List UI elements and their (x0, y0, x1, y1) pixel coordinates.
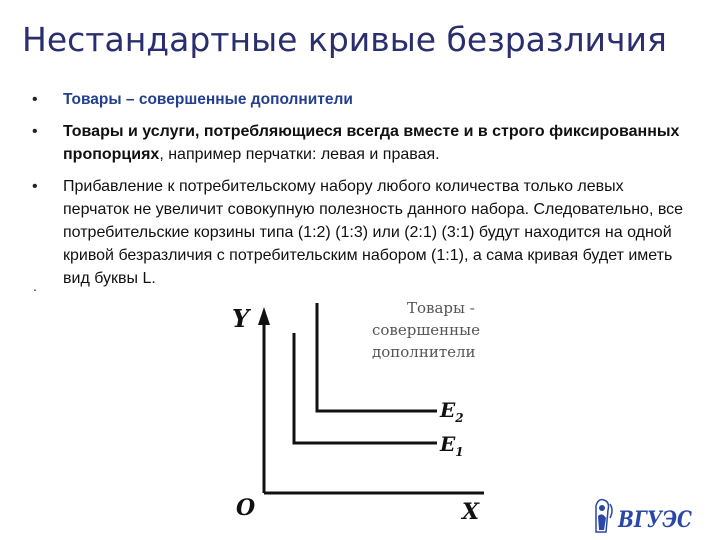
page-title: Нестандартные кривые безразличия (22, 20, 667, 59)
bullet-item-2 (30, 120, 690, 166)
bullet-dot: • (32, 91, 38, 108)
empty-bullet-dot: . (33, 278, 37, 294)
origin-label: O (236, 495, 256, 521)
bullet-list (30, 88, 690, 299)
bullet-item-1 (30, 88, 690, 111)
bullet-text-complements: Товары – совершенные дополнители (63, 91, 353, 108)
bullet-item-3 (30, 175, 690, 290)
y-axis-label: Y (232, 304, 250, 333)
bullet-dot: • (32, 178, 38, 195)
bullet-text-bold: Товары и услуги, потребляющиеся всегда вместе и в строго фиксированных пропорциях (63, 123, 680, 163)
indifference-curves-figure (222, 293, 522, 528)
y-axis-arrow (258, 307, 270, 325)
logo-text: ВГУЭС (617, 507, 693, 533)
vgues-logo (590, 496, 695, 536)
caption-line-3: дополнители (372, 343, 476, 361)
curve-e2-label: $E_2$ (440, 398, 464, 425)
curve-e1-label: $E_1$ (440, 432, 464, 459)
caption-line-2: совершенные (372, 321, 480, 339)
bullet-text-rest: , например перчатки: левая и правая. (159, 146, 440, 163)
x-axis-label: X (462, 499, 480, 525)
bullet-text-explanation: Прибавление к потребительскому набору любого количества только левых перчаток не увеличит совокупную полезность данного набора. Следовательно, все потребительские корзины типа (1:2) (1:3) или (2:1) (3:1) будут находится на одной кривой безразличия с потребительским набором (1:1), а сама кривая будет иметь вид буквы L. (63, 178, 684, 287)
university-emblem-icon (596, 500, 612, 532)
caption-line-1: Товары - (407, 299, 475, 317)
bullet-dot: • (32, 123, 38, 140)
